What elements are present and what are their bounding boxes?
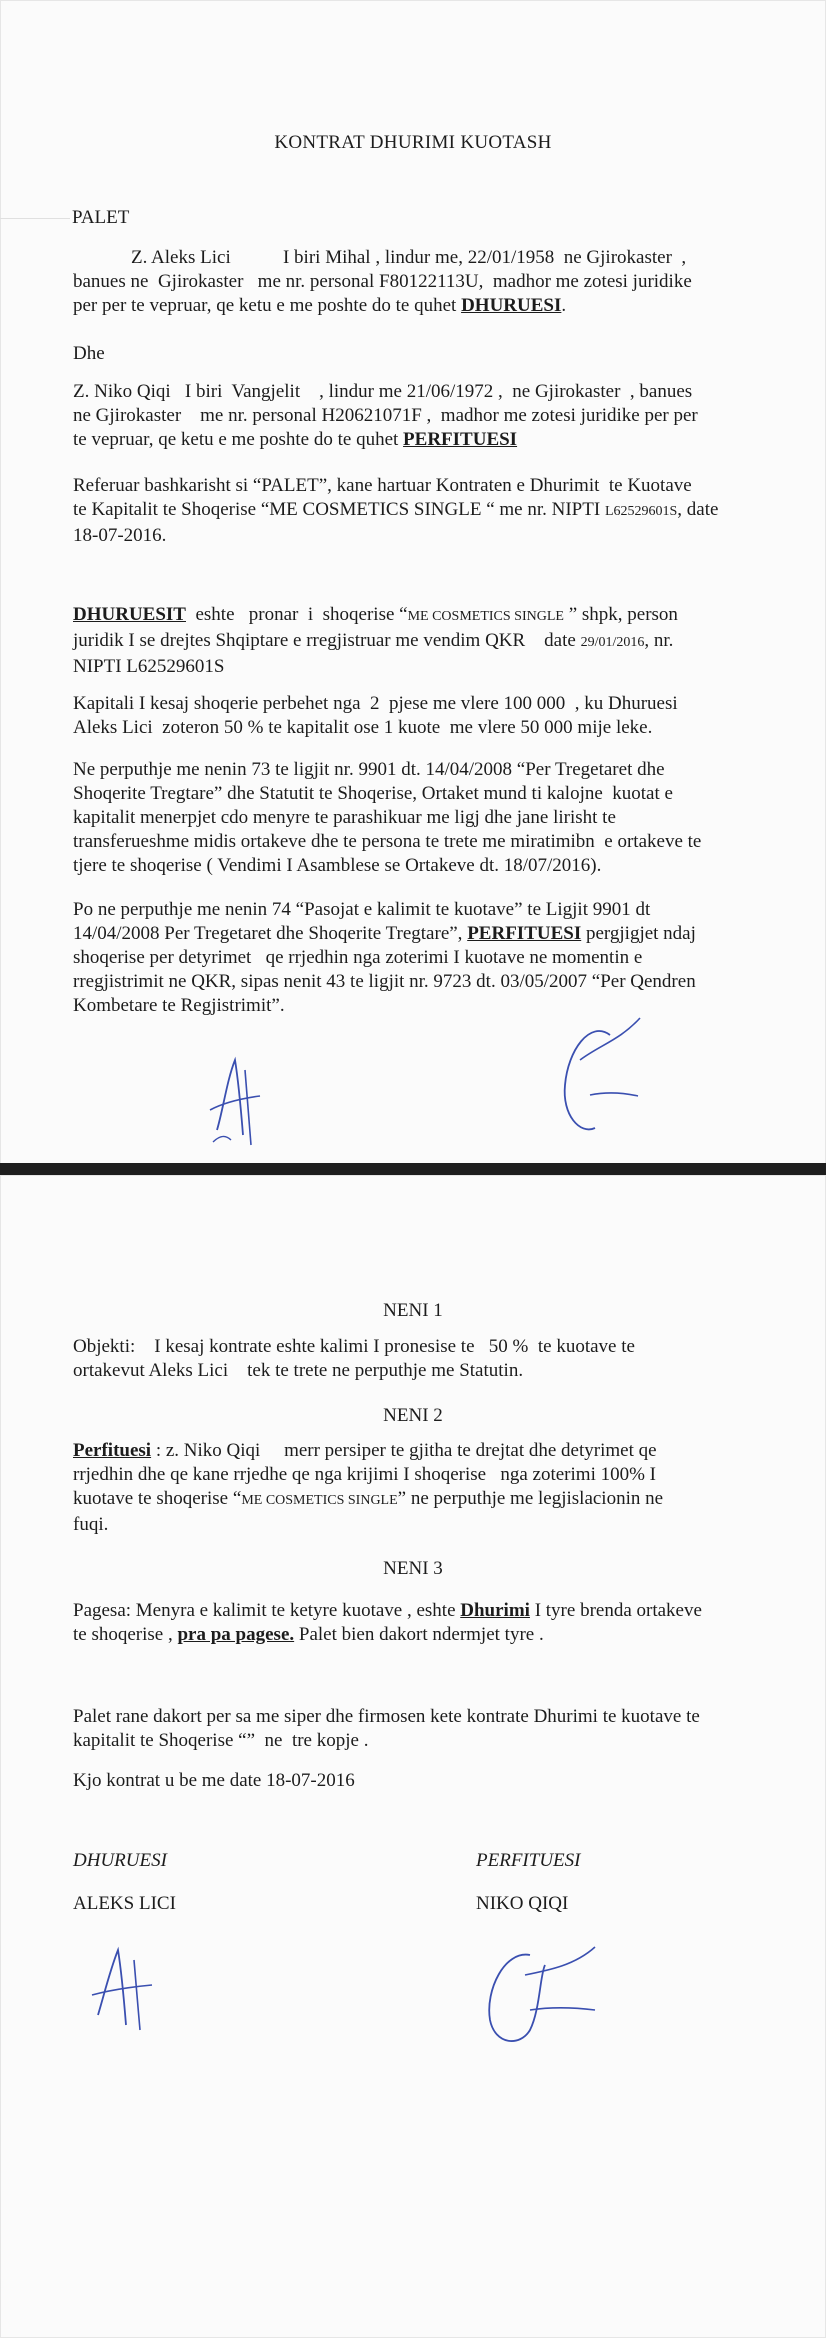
neni-3-line-1 — [73, 1599, 729, 1623]
perputhje-paragraph — [73, 758, 729, 878]
neni-3-line-1-end: I tyre brenda ortakeve — [529, 1600, 702, 1621]
pasojat-line-2 — [73, 922, 729, 946]
contract-page-1 — [0, 0, 826, 1165]
pasojat-line-2-text: 14/04/2008 Per Tregetaret dhe Shoqerite Tregtare”, — [73, 923, 468, 944]
pasojat-line-4: rregjistrimit ne QKR, sipas nenit 43 te ligjit nr. 9723 dt. 03/05/2007 “Per Qendren — [73, 971, 696, 992]
closing-paragraph — [73, 1705, 733, 1753]
pasojat-line-5: Kombetare te Regjistrimit”. — [73, 995, 285, 1016]
donor-line-2: banues ne Gjirokaster me nr. personal F80122113U, madhor me zotesi juridike — [73, 271, 692, 292]
scan-artifact-line — [0, 218, 70, 219]
neni-3-line-2 — [73, 1623, 729, 1647]
referuar-line-2-end: , date — [677, 499, 719, 520]
donor-father: I biri Mihal — [282, 247, 371, 268]
dhuruesit-line-1-end: ” shpk, person — [563, 604, 678, 625]
perputhje-line-2: Shoqerite Tregtare” dhe Statutit te Shoqerise, Ortaket mund ti kalojne kuotat e — [73, 783, 673, 804]
neni-3-line-2-text: te shoqerise , — [73, 1624, 178, 1645]
dhuruesit-line-2 — [73, 629, 733, 655]
dhuruesit-line-1 — [73, 603, 733, 629]
referuar-nipt: L62529601S — [604, 504, 678, 519]
neni-2-line-1 — [73, 1439, 729, 1463]
donor-line-1 — [73, 246, 727, 270]
donor-line-3 — [73, 294, 727, 318]
neni-3-line-1-text: Pagesa: Menyra e kalimit te ketyre kuotave , eshte — [73, 1600, 461, 1621]
neni-3-label: Dhurimi — [460, 1600, 530, 1621]
kapitali-line-2: Aleks Lici zoteron 50 % te kapitalit ose 1 kuote me vlere 50 000 mije leke. — [73, 717, 653, 738]
neni-3-paragraph — [73, 1599, 729, 1647]
pasojat-line-3: shoqerise per detyrimet qe rrjedhin nga zoterimi I kuotave ne momentin e — [73, 947, 643, 968]
neni-1-heading: NENI 1 — [383, 1300, 443, 1321]
neni-2-line-3-end: ” ne perputhje me legjislacionin ne — [397, 1488, 664, 1509]
neni-2-label: Perfituesi — [73, 1440, 152, 1461]
donor-initials-signature — [205, 1040, 265, 1150]
date-line: Kjo kontrat u be me date 18-07-2016 — [73, 1770, 355, 1791]
beneficiary-signature — [470, 1935, 610, 2055]
kapitali-paragraph — [73, 692, 733, 740]
referuar-line-1: Referuar bashkarisht si “PALET”, kane hartuar Kontraten e Dhurimit te Kuotave — [73, 475, 692, 496]
beneficiary-line-3-text: te vepruar, qe ketu e me poshte do te quhet — [73, 429, 404, 450]
beneficiary-name-label: NIKO QIQI — [476, 1893, 569, 1914]
donor-name-label: ALEKS LICI — [73, 1893, 176, 1914]
contract-page-2 — [0, 1175, 826, 2338]
neni-2-line-3-text: kuotave te shoqerise “ — [73, 1488, 242, 1509]
neni-2-line-2: rrjedhin dhe qe kane rrjedhe qe nga krijimi I shoqerise nga zoterimi 100% I — [73, 1464, 656, 1485]
dhuruesit-line-2-text: juridik I se drejtes Shqiptare e rregjistruar me vendim QKR date — [73, 630, 581, 651]
dhe-label: Dhe — [73, 343, 105, 364]
palet-label: PALET — [72, 207, 130, 228]
neni-3-payment-label: pra pa pagese. — [177, 1624, 295, 1645]
neni-2-line-3 — [73, 1487, 729, 1513]
donor-label: DHURUESI — [461, 295, 562, 316]
perputhje-line-1: Ne perputhje me nenin 73 te ligjit nr. 9901 dt. 14/04/2008 “Per Tregetaret dhe — [73, 759, 665, 780]
dhuruesit-company: ME COSMETICS SINGLE — [407, 609, 564, 624]
dhuruesit-line-1-text: eshte pronar i shoqerise “ — [185, 604, 408, 625]
document-title: KONTRAT DHURIMI KUOTASH — [274, 132, 552, 153]
kapitali-line-1: Kapitali I kesaj shoqerie perbehet nga 2 pjese me vlere 100 000 , ku Dhuruesi — [73, 693, 678, 714]
dhuruesit-label: DHURUESIT — [73, 604, 186, 625]
neni-1-line-2: ortakevut Aleks Lici tek te trete ne perputhje me Statutin. — [73, 1360, 524, 1381]
pasojat-line-2-end: pergjigjet ndaj — [581, 923, 696, 944]
perputhje-line-3: kapitalit menerpjet cdo menyre te parashikuar me ligj dhe jane lirisht te — [73, 807, 616, 828]
donor-birth: , lindur me, 22/01/1958 ne Gjirokaster , — [375, 247, 687, 268]
beneficiary-initials-signature — [540, 1000, 650, 1150]
referuar-paragraph — [73, 474, 733, 548]
pasojat-label: PERFITUESI — [467, 923, 582, 944]
dhuruesit-line-3: NIPTI L62529601S — [73, 656, 225, 677]
referuar-line-2-text: te Kapitalit te Shoqerise “ME COSMETICS SINGLE “ me nr. NIPTI — [73, 499, 605, 520]
neni-1-paragraph — [73, 1335, 729, 1383]
donor-paragraph — [73, 246, 727, 318]
beneficiary-role-label: PERFITUESI — [476, 1850, 581, 1871]
closing-line-1: Palet rane dakort per sa me siper dhe firmosen kete kontrate Dhurimi te kuotave te — [73, 1706, 700, 1727]
neni-3-line-2-end: Palet bien dakort ndermjet tyre . — [294, 1624, 544, 1645]
perputhje-line-5: tjere te shoqerise ( Vendimi I Asamblese se Ortakeve dt. 18/07/2016). — [73, 855, 602, 876]
referuar-line-2 — [73, 498, 733, 524]
neni-2-heading: NENI 2 — [383, 1405, 443, 1426]
donor-line-3-end: . — [561, 295, 567, 316]
perputhje-line-4: transferueshme midis ortakeve dhe te persona te trete me miratimibn e ortakeve te — [73, 831, 702, 852]
beneficiary-line-2: ne Gjirokaster me nr. personal H20621071F , madhor me zotesi juridike per per — [73, 405, 698, 426]
closing-line-2: kapitalit te Shoqerise “” ne tre kopje . — [73, 1730, 369, 1751]
referuar-line-3: 18-07-2016. — [73, 525, 167, 546]
donor-name: Z. Aleks Lici — [131, 247, 231, 268]
neni-2-line-4: fuqi. — [73, 1514, 109, 1535]
beneficiary-paragraph — [73, 380, 733, 452]
neni-1-line-1: Objekti: I kesaj kontrate eshte kalimi I pronesise te 50 % te kuotave te — [73, 1336, 635, 1357]
donor-role-label: DHURUESI — [73, 1850, 167, 1871]
dhuruesit-paragraph — [73, 603, 733, 679]
neni-3-heading: NENI 3 — [383, 1558, 443, 1579]
pasojat-line-1: Po ne perputhje me nenin 74 “Pasojat e kalimit te kuotave” te Ligjit 9901 dt — [73, 899, 651, 920]
neni-2-paragraph — [73, 1439, 729, 1537]
beneficiary-line-3 — [73, 428, 733, 452]
neni-2-line-1-text: : z. Niko Qiqi merr persiper te gjitha te drejtat dhe detyrimet qe — [151, 1440, 657, 1461]
donor-line-3-text: per per te vepruar, qe ketu e me poshte do te quhet — [73, 295, 462, 316]
donor-signature — [90, 1935, 160, 2035]
beneficiary-line-1: Z. Niko Qiqi I biri Vangjelit , lindur me 21/06/1972 , ne Gjirokaster , banues — [73, 381, 693, 402]
dhuruesit-date: 29/01/2016 — [580, 635, 645, 650]
neni-2-company: ME COSMETICS SINGLE — [241, 1493, 398, 1508]
beneficiary-label: PERFITUESI — [403, 429, 518, 450]
dhuruesit-line-2-end: , nr. — [644, 630, 674, 651]
